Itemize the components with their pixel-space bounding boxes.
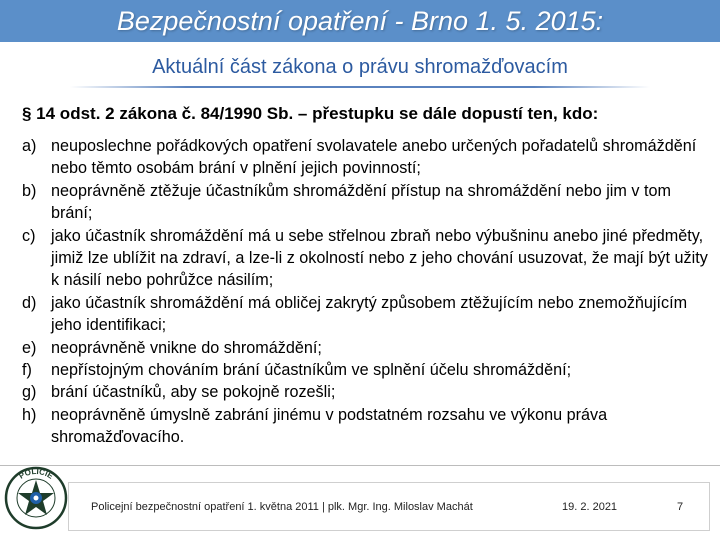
list-item-text: neoprávněně ztěžuje účastníkům shromáždění přístup na shromáždění nebo jim v tom brání; — [51, 181, 671, 223]
list-item-text: nepřístojným chováním brání účastníkům ve splnění účelu shromáždění; — [51, 361, 572, 380]
list-marker: e) — [22, 338, 37, 357]
list-marker: g) — [22, 383, 37, 402]
list-item — [22, 359, 712, 381]
list-item — [22, 292, 712, 337]
slide-subtitle: Aktuální část zákona o právu shromažďovacím — [152, 56, 568, 78]
slide-title: Bezpečnostní opatření - Brno 1. 5. 2015: — [116, 5, 604, 36]
list-item — [22, 337, 712, 359]
footer-divider — [0, 465, 720, 466]
list-item — [22, 135, 712, 180]
list-marker: c) — [22, 226, 36, 245]
list-marker: h) — [22, 405, 37, 424]
list-item-text: jako účastník shromáždění má obličej zakrytý způsobem ztěžujícím nebo znemožňujícím jeho identifikaci; — [51, 293, 688, 335]
subtitle-divider — [70, 86, 650, 88]
title-bar — [0, 0, 720, 42]
footer-text: Policejní bezpečnostní opatření 1. května 2011 | plk. Mgr. Ing. Miloslav Machát — [91, 501, 473, 513]
list-marker: a) — [22, 137, 37, 155]
law-intro: § 14 odst. 2 zákona č. 84/1990 Sb. – přestupku se dále dopustí ten, kdo: — [22, 104, 599, 123]
list-marker: f) — [22, 361, 32, 380]
list-marker: b) — [22, 181, 37, 200]
list-item-text: jako účastník shromáždění má u sebe střelnou zbraň nebo výbušninu anebo jiné předměty, jimiž lze ublížit na zdraví, a lze-li z okolností nebo z jeho chování usuzovat, že mají být užity k násilí nebo pohrůžce násilím; — [51, 226, 708, 290]
page-number: 7 — [677, 501, 684, 513]
list-item-text: brání účastníků, aby se pokojně rozešli; — [51, 383, 336, 402]
law-list — [22, 135, 712, 449]
footer-date: 19. 2. 2021 — [562, 501, 618, 513]
list-item — [22, 381, 712, 403]
police-star-badge-icon — [4, 466, 68, 530]
list-item-text: neuposlechne pořádkových opatření svolavatele anebo určených pořadatelů shromáždění nebo těmto osobám brání v plnění jejich povinností; — [51, 137, 697, 178]
list-item — [22, 225, 712, 292]
list-item-text: neoprávněně úmyslně zabrání jinému v podstatném rozsahu ve výkonu práva shromažďovacího. — [51, 405, 608, 447]
list-item — [22, 404, 712, 449]
logo-text: POLICIE — [17, 466, 55, 481]
list-item — [22, 180, 712, 225]
list-marker: d) — [22, 293, 37, 312]
list-item-text: neoprávněně vnikne do shromáždění; — [51, 338, 322, 357]
